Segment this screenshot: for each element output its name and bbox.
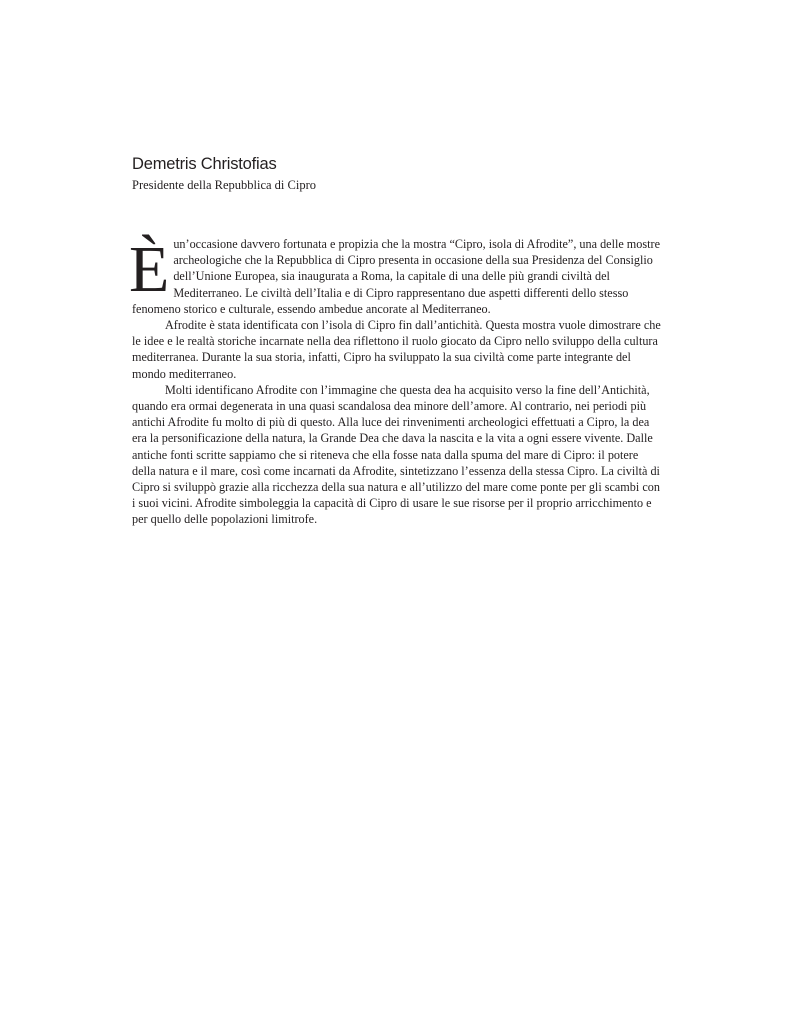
drop-cap: È xyxy=(129,233,170,306)
author-name: Demetris Christofias xyxy=(132,155,277,173)
paragraph-1-text: un’occasione davvero fortunata e propizia che la mostra “Cipro, isola di Afrodite”, una delle mostre archeologiche che la Repubblica di Cipro presenta in occasione della sua Presidenza del Consiglio dell’Unione Europea, sia inaugurata a Roma, la capitale di una delle più grandi civiltà del Mediterraneo. Le civiltà dell’Italia e di Cipro rappresentano due aspetti differenti dello stesso fenomeno storico e culturale, essendo ambedue ancorate al Mediterraneo. xyxy=(132,237,660,316)
paragraph-2: Afrodite è stata identificata con l’isola di Cipro fin dall’antichità. Questa mostra vuole dimostrare che le idee e le realtà storiche incarnate nella dea riflettono il ruolo giocato da Cipro nello sviluppo della cultura mediterranea. Durante la sua storia, infatti, Cipro ha sviluppato la sua civiltà come parte integrante del mondo mediterraneo. xyxy=(132,318,661,381)
paragraph-1 xyxy=(129,233,662,317)
article-body xyxy=(129,233,662,528)
author-role: Presidente della Repubblica di Cipro xyxy=(132,178,316,192)
paragraph-3: Molti identificano Afrodite con l’immagine che questa dea ha acquisito verso la fine dell’Antichità, quando era ormai degenerata in una quasi scandalosa dea minore dell’amore. Al contrario, nei periodi più antichi Afrodite fu molto di più di questo. Alla luce dei rinvenimenti archeologici effettuati a Cipro, la dea era la personificazione della natura, la Grande Dea che dava la nascita e la vita a ogni essere vivente. Dalle antiche fonti scritte sappiamo che si riteneva che ella fosse nata dalla spuma del mare di Cipro: il potere della natura e il mare, così come incarnati da Afrodite, sintetizzano l’essenza della stessa Cipro. La civiltà di Cipro si sviluppò grazie alla ricchezza della sua natura e all’utilizzo del mare come ponte per gli scambi con i suoi vicini. Afrodite simboleggia la capacità di Cipro di usare le sue risorse per il proprio arricchimento e per quello delle popolazioni limitrofe. xyxy=(132,382,660,527)
